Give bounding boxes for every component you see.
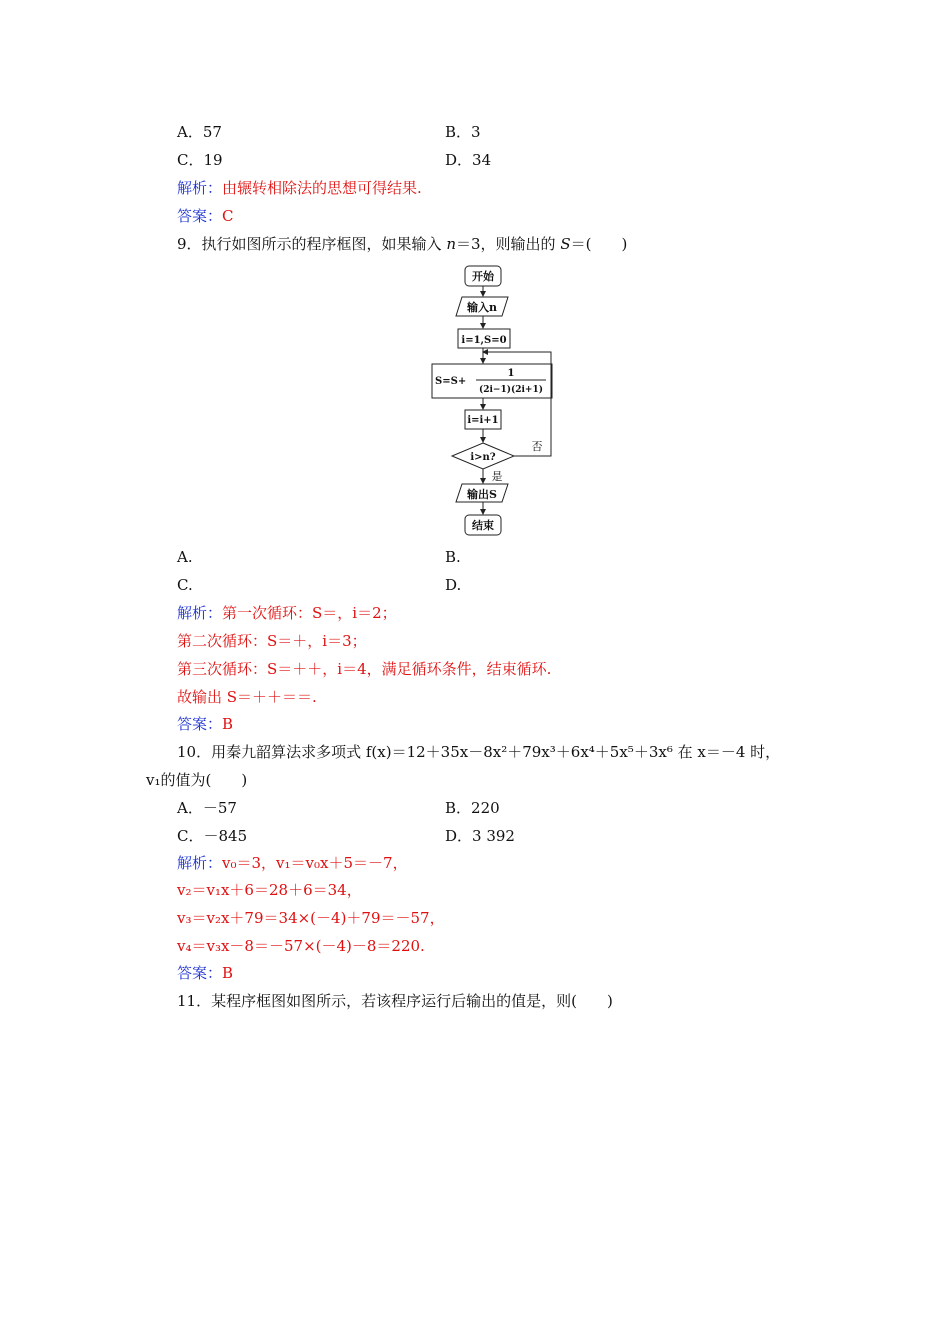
q11-stem: 11．某程序框图如图所示，若该程序运行后输出的值是，则( ) [177, 992, 613, 1010]
q10-analysis-line-3: v₃＝v₂x＋79＝34×(－4)＋79＝－57， [177, 909, 445, 927]
q8-analysis [177, 178, 422, 198]
q9-stem: 9．执行如图所示的程序框图，如果输入 n＝3，则输出的 S＝( ) [177, 235, 628, 253]
answer-value: B [222, 964, 234, 982]
q9-option-b: B. [445, 548, 461, 566]
q10-answer [177, 963, 233, 983]
start-label: 开始 [472, 270, 494, 283]
q9-analysis-line-4: 故输出 S＝＋＋＝＝. [177, 688, 317, 706]
init-label: i=1,S=0 [461, 335, 507, 346]
answer-value: B [222, 715, 234, 733]
q10-option-d: D．3 392 [445, 827, 515, 845]
q10-option-a: A．－57 [177, 799, 237, 817]
update-denominator: (2i−1)(2i+1) [478, 385, 544, 395]
q10-analysis-line-4: v₄＝v₃x－8＝－57×(－4)－8＝220. [177, 937, 425, 955]
q8-option-a: A．57 [177, 123, 222, 141]
output-label: 输出S [467, 488, 497, 501]
q9-answer [177, 714, 233, 734]
q8-option-d: D．34 [445, 151, 492, 169]
q10-stem-line-1: 10．用秦九韶算法求多项式 f(x)＝12＋35x－8x²＋79x³＋6x⁴＋5x⁵＋3x⁶ 在 x＝－4 时， [177, 743, 781, 761]
analysis-text: 由辗转相除法的思想可得结果. [222, 179, 422, 197]
q9-analysis-line-2: 第二次循环：S＝＋，i＝3； [177, 632, 367, 650]
yes-label: 是 [491, 470, 503, 483]
analysis-label: 解析： [177, 854, 223, 872]
q10-stem-line-2: v₁的值为( ) [146, 771, 248, 789]
q8-option-b: B．3 [445, 123, 481, 141]
update-numerator: 1 [507, 368, 515, 379]
q10-analysis-line-2: v₂＝v₁x＋6＝28＋6＝34， [177, 881, 362, 899]
q10-analysis-line-1: 解析：v₀＝3，v₁＝v₀x＋5＝－7， [177, 854, 408, 872]
q9-option-c: C. [177, 576, 193, 594]
answer-label: 答案： [177, 964, 223, 982]
q8-answer [177, 206, 234, 226]
q9-option-a: A. [177, 548, 193, 566]
answer-value: C [222, 207, 234, 225]
analysis-label: 解析： [177, 604, 223, 622]
update-prefix: S=S+ [435, 376, 467, 387]
q8-option-c: C．19 [177, 151, 223, 169]
q9-analysis-line-3: 第三次循环：S＝＋＋，i＝4，满足循环条件，结束循环. [177, 660, 552, 678]
q10-option-b: B．220 [445, 799, 500, 817]
answer-label: 答案： [177, 207, 223, 225]
condition-label: i>n? [470, 452, 496, 463]
increment-label: i=i+1 [467, 415, 499, 426]
no-label: 否 [531, 440, 543, 453]
analysis-label: 解析： [177, 179, 223, 197]
input-label: 输入n [467, 301, 497, 314]
q9-analysis-line-1: 解析：第一次循环：S＝，i＝2； [177, 604, 397, 622]
program-flowchart [424, 262, 564, 540]
q10-option-c: C．－845 [177, 827, 248, 845]
answer-label: 答案： [177, 715, 223, 733]
end-label: 结束 [472, 519, 494, 532]
q9-option-d: D. [445, 576, 462, 594]
